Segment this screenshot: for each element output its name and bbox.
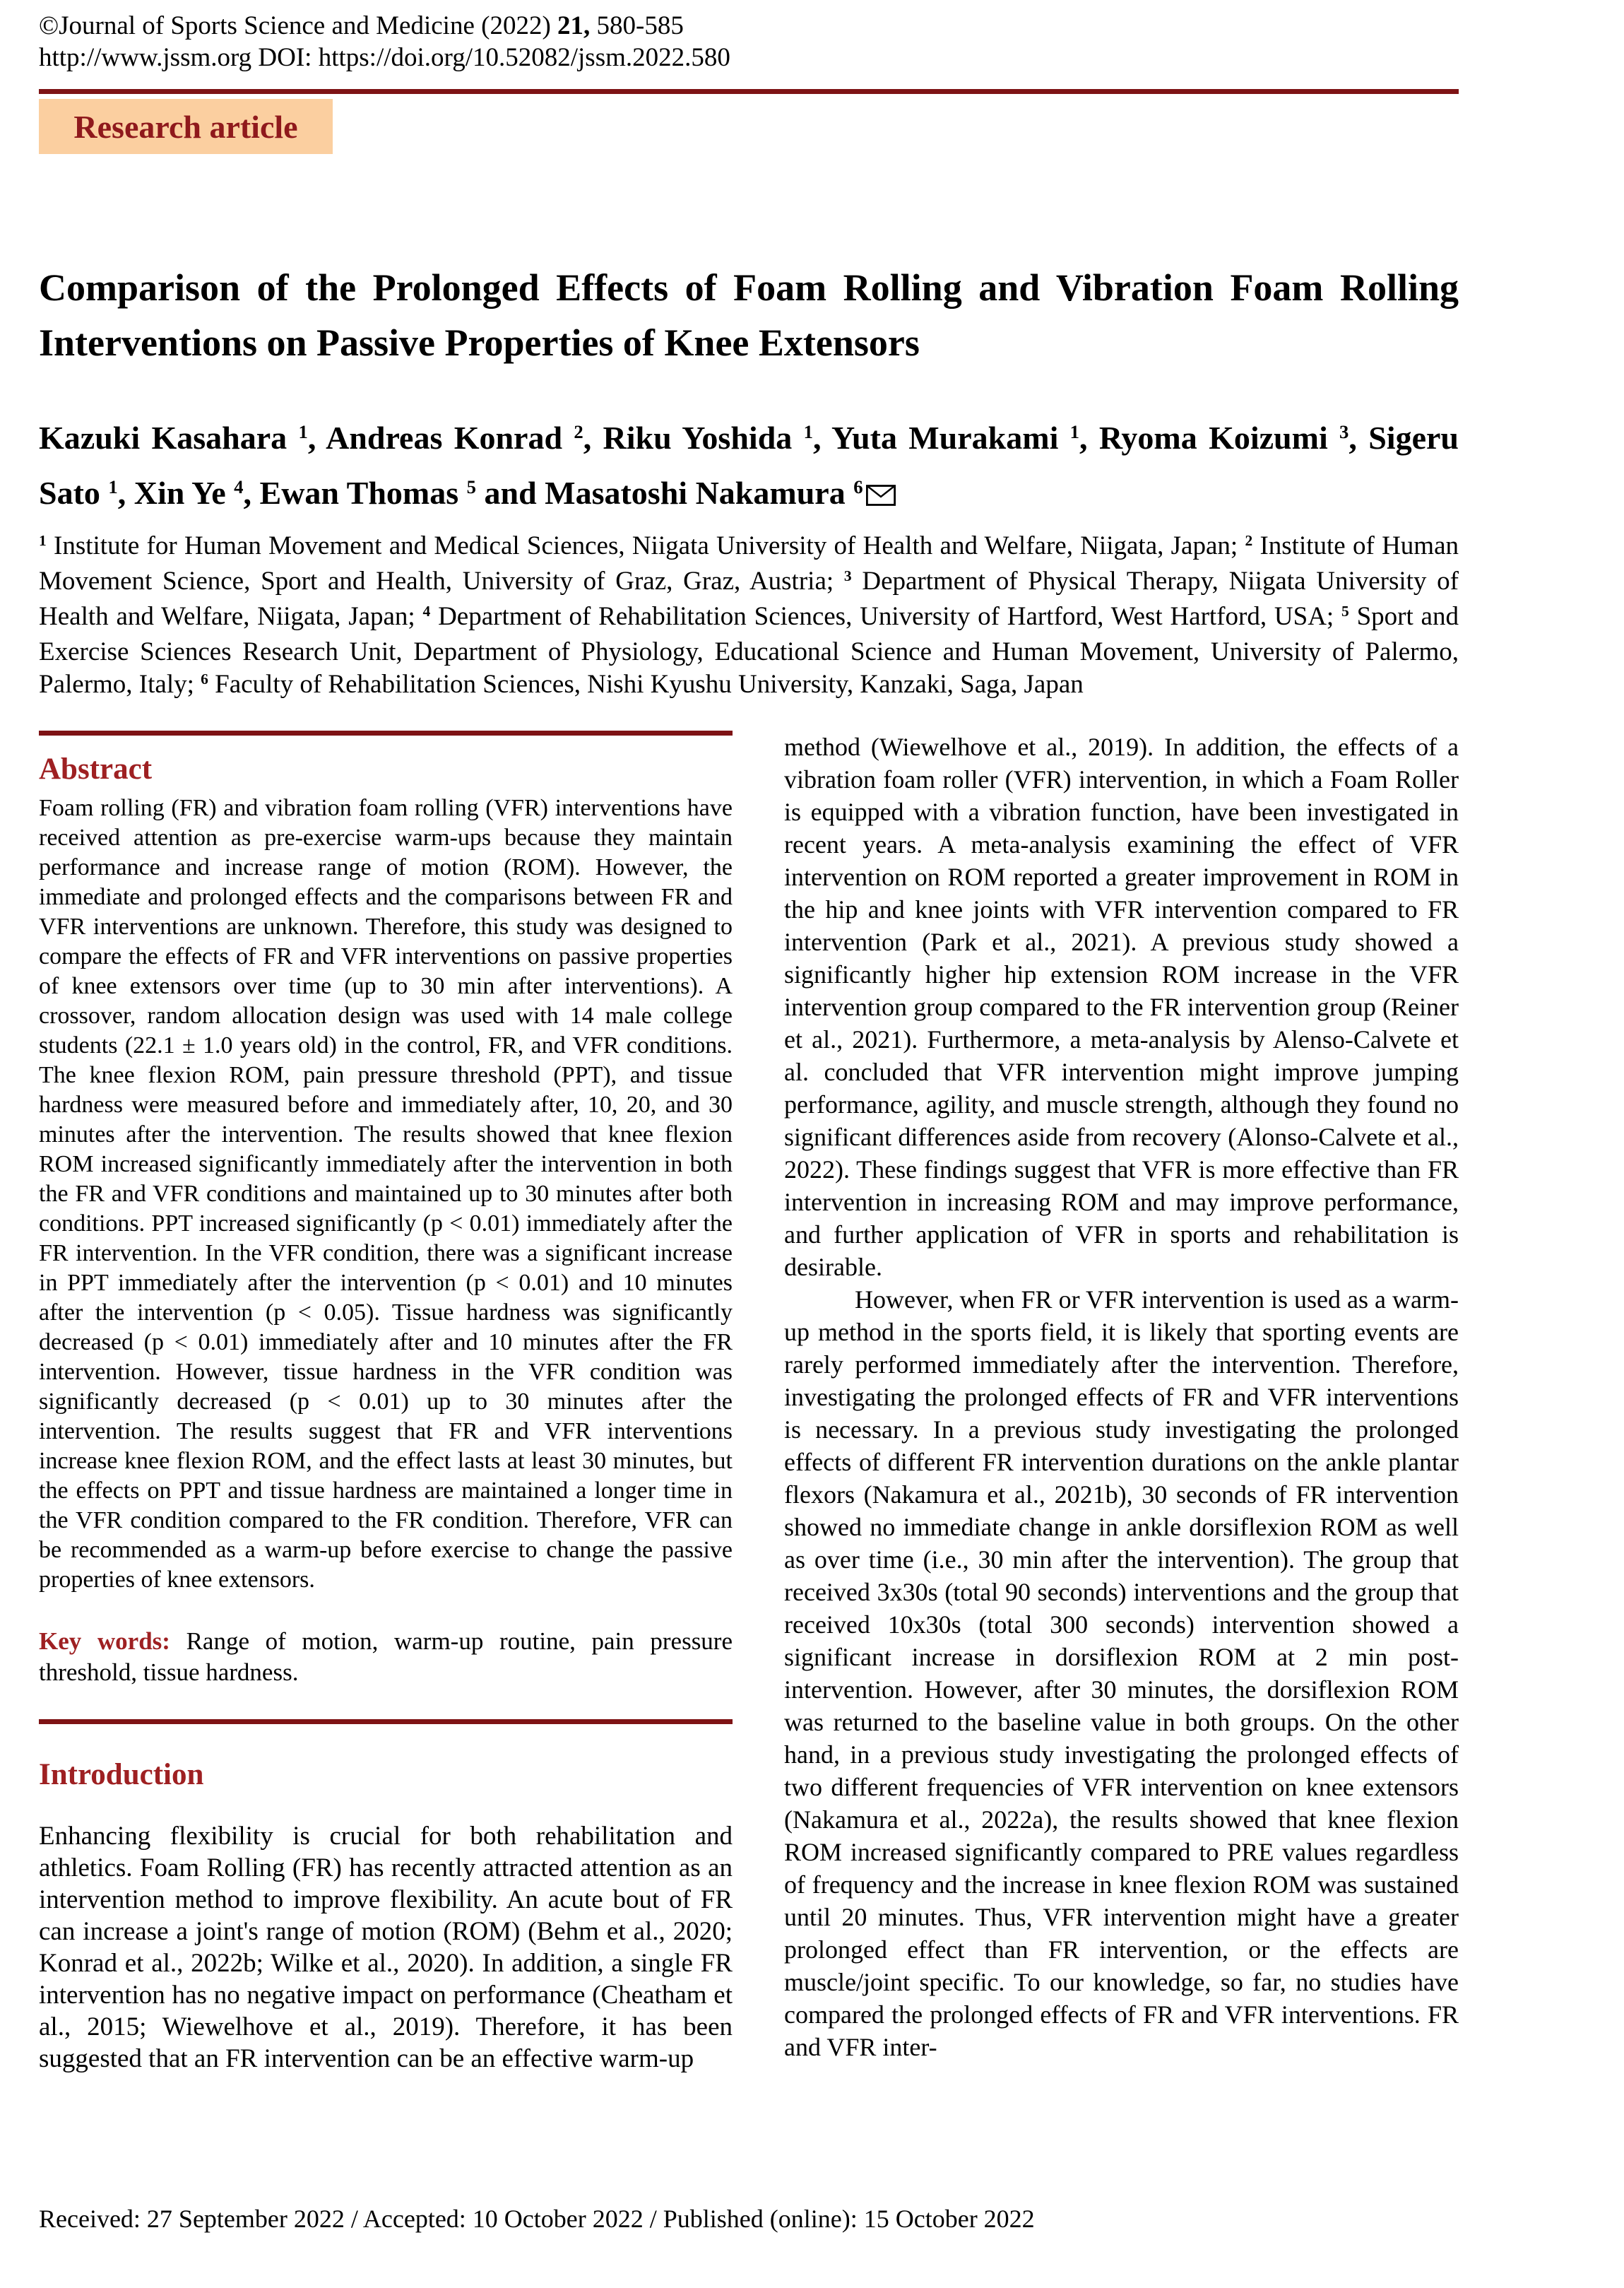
research-article-badge xyxy=(39,99,333,154)
superscript: 6 xyxy=(853,476,863,498)
article-title: Comparison of the Prolonged Effects of Foam Rolling and Vibration Foam Rolling Interventions on Passive Properties of Knee Extensors xyxy=(39,266,1459,364)
superscript: 6 xyxy=(201,671,208,688)
text-segment: Department of Rehabilitation Sciences, University of Hartford, West Hartford, USA; xyxy=(430,602,1342,631)
text-segment: , Ryoma Koizumi xyxy=(1079,420,1340,456)
superscript: 2 xyxy=(1245,532,1253,550)
superscript: 3 xyxy=(843,567,852,585)
superscript: 1 xyxy=(108,476,118,498)
doi-label: DOI: xyxy=(251,43,319,72)
superscript: 5 xyxy=(466,476,476,498)
text-segment: , Riku Yoshida xyxy=(583,420,804,456)
superscript: 1 xyxy=(803,421,813,443)
text-segment: , Sigeru Sato xyxy=(39,420,1459,511)
authors-line xyxy=(39,413,1459,523)
text-segment: Institute of Human Movement Science, Sport and Health, University of Graz, Graz, Austria; xyxy=(39,531,1459,596)
superscript: 3 xyxy=(1339,421,1349,443)
journal-header xyxy=(39,0,1459,73)
two-column-body xyxy=(39,731,1459,2075)
keywords xyxy=(39,1626,733,1688)
introduction-top-rule xyxy=(39,1719,733,1724)
doi-link[interactable]: https://doi.org/10.52082/jssm.2022.580 xyxy=(318,43,730,72)
header-rule xyxy=(39,89,1459,94)
text-segment: Faculty of Rehabilitation Sciences, Nishi Kyushu University, Kanzaki, Saga, Japan xyxy=(208,670,1084,699)
superscript: 4 xyxy=(234,476,244,498)
left-column xyxy=(39,731,733,2075)
copyright-line xyxy=(39,10,1459,42)
keywords-label: Key words: xyxy=(39,1627,170,1655)
text-segment: Range of motion, warm-up routine, pain pressure threshold, tissue hardness. xyxy=(39,1627,733,1686)
text-segment: , Andreas Konrad xyxy=(307,420,574,456)
right-column xyxy=(784,731,1459,2075)
body-paragraph-2: However, when FR or VFR intervention is used as a warm-up method in the sports field, it is likely that sporting events are rarely performed immediately after the intervention. Therefore, investigating the prolonged effects of FR and VFR interventions is necessary. In a previous study investigating the prolonged effects of different FR intervention durations on the ankle plantar flexors (Nakamura et al., 2021b), 30 seconds of FR intervention showed no immediate change in ankle dorsiflexion ROM as well as over time (i.e., 30 min after the intervention). The group that received 3x30s (total 90 seconds) interventions and the group that received 10x30s (total 300 seconds) intervention showed a significant increase in dorsiflexion ROM at 2 min post-intervention. However, after 30 minutes, the dorsiflexion ROM was returned to the baseline value in both groups. On the other hand, in a previous study investigating the prolonged effects of two different frequencies of VFR intervention on knee extensors (Nakamura et al., 2022a), the results showed that knee flexion ROM increased significantly compared to PRE values regardless of frequency and the increase in knee flexion ROM was sustained until 20 minutes. Thus, VFR intervention might have a greater prolonged effect than FR intervention, or the effects are muscle/joint specific. To our knowledge, so far, no studies have compared the prolonged effects of FR and VFR interventions. FR and VFR inter- xyxy=(784,1285,1459,2061)
superscript: 1 xyxy=(1069,421,1080,443)
received-dates-footer: Received: 27 September 2022 / Accepted: 10 October 2022 / Published (online): 15 October 2022 xyxy=(39,2205,1035,2233)
text-segment: , Ewan Thomas xyxy=(243,475,467,511)
text-segment: , Yuta Murakami xyxy=(812,420,1070,456)
body-paragraph-1: method (Wiewelhove et al., 2019). In addition, the effects of a vibration foam roller (VFR) intervention, in which a Foam Roller is equipped with a vibration function, have been investigated in recent years. A meta-analysis examining the effect of VFR intervention on ROM reported a greater improvement in ROM in the hip and knee joints with VFR intervention compared to FR intervention (Park et al., 2021). A previous study showed a significantly higher hip extension ROM increase in the VFR intervention group compared to the FR intervention group (Reiner et al., 2021). Furthermore, a meta-analysis by Alenso-Calvete et al. concluded that VFR intervention might improve jumping performance, agility, and muscle strength, although they found no significant differences aside from recovery (Alonso-Calvete et al., 2022). These findings suggest that VFR is more effective than FR intervention in increasing ROM and may improve performance, and further application of VFR in sports and rehabilitation is desirable. xyxy=(784,733,1459,1281)
text-segment: ©Journal of Sports Science and Medicine (2022) xyxy=(39,11,558,40)
abstract-text: Foam rolling (FR) and vibration foam rolling (VFR) interventions have received attention as pre-exercise warm-ups because they maintain performance and increase range of motion (ROM). However, the immediate and prolonged effects and the comparisons between FR and VFR interventions are unknown. Therefore, this study was designed to compare the effects of FR and VFR interventions on passive properties of knee extensors over time (up to 30 min after interventions). A crossover, random allocation design was used with 14 male college students (22.1 ± 1.0 years old) in the control, FR, and VFR conditions. The knee flexion ROM, pain pressure threshold (PPT), and tissue hardness were measured before and immediately after, 10, 20, and 30 minutes after the intervention. The results showed that knee flexion ROM increased significantly immediately after the intervention in both the FR and VFR conditions and maintained up to 30 minutes after both conditions. PPT increased significantly (p < 0.01) immediately after the FR intervention. In the VFR condition, there was a significant increase in PPT immediately after the intervention (p < 0.01) and 10 minutes after the intervention (p < 0.05). Tissue hardness was significantly decreased (p < 0.01) immediately after and 10 minutes after the FR intervention. However, tissue hardness in the VFR condition was significantly decreased (p < 0.01) up to 30 minutes after the intervention. The results suggest that FR and VFR interventions increase knee flexion ROM, and the effect lasts at least 30 minutes, but the effects on PPT and tissue hardness are maintained a longer time in the VFR condition compared to the FR condition. Therefore, VFR can be recommended as a warm-up before exercise to change the passive properties of knee extensors. xyxy=(39,795,733,1593)
superscript: 1 xyxy=(39,532,47,550)
superscript: 4 xyxy=(422,603,431,620)
text-segment: Sport and Exercise Sciences Research Unit, Department of Physiology, Educational Science and Human Movement, University of Palermo, Palermo, Italy; xyxy=(39,602,1459,699)
superscript: 5 xyxy=(1341,603,1349,620)
text-segment: Institute for Human Movement and Medical Sciences, Niigata University of Health and Welfare, Niigata, Japan; xyxy=(46,531,1245,560)
text-segment: Kazuki Kasahara xyxy=(39,420,299,456)
text-segment: , Xin Ye xyxy=(117,475,235,511)
introduction-heading: Introduction xyxy=(39,1758,204,1791)
text-segment: Department of Physical Therapy, Niigata University of Health and Welfare, Niigata, Japan; xyxy=(39,567,1459,631)
affiliations xyxy=(39,530,1459,704)
envelope-icon[interactable] xyxy=(866,485,896,506)
text-segment: and Masatoshi Nakamura xyxy=(476,475,854,511)
introduction-paragraph: Enhancing flexibility is crucial for both rehabilitation and athletics. Foam Rolling (FR) has recently attracted attention as an intervention method to improve flexibility. An acute bout of FR can increase a joint's range of motion (ROM) (Behm et al., 2020; Konrad et al., 2022b; Wilke et al., 2020). In addition, a single FR intervention has no negative impact on performance (Cheatham et al., 2015; Wiewelhove et al., 2019). Therefore, it has been suggested that an FR intervention can be an effective warm-up xyxy=(39,1822,733,2073)
abstract-heading: Abstract xyxy=(39,753,153,786)
superscript: 2 xyxy=(574,421,583,443)
bold-text: 21, xyxy=(557,11,591,40)
abstract-top-rule xyxy=(39,731,733,736)
badge-label: Research article xyxy=(73,108,298,145)
text-segment: 580-585 xyxy=(590,11,684,40)
url-doi-line xyxy=(39,42,1459,73)
superscript: 1 xyxy=(298,421,308,443)
journal-url[interactable]: http://www.jssm.org xyxy=(39,43,252,72)
